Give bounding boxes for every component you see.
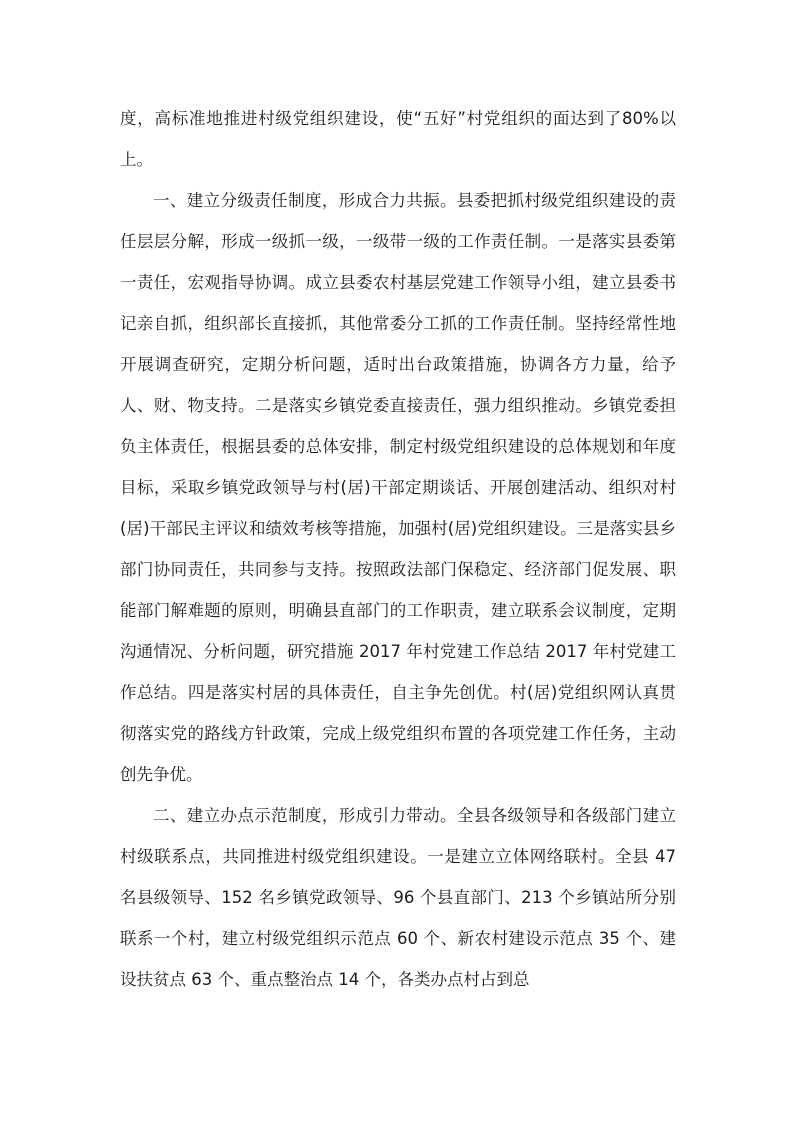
paragraph-section-one: 一、建立分级责任制度，形成合力共振。县委把抓村级党组织建设的责任层层分解，形成一级抓一级，一级带一级的工作责任制。一是落实县委第一责任，宏观指导协调。成立县委农村基层党建工作领导小组，建立县委书记亲自抓，组织部长直接抓，其他常委分工抓的工作责任制。坚持经常性地开展调查研究，定期分析问题，适时出台政策措施，协调各方力量，给予人、财、物支持。二是落实乡镇党委直接责任，强力组织推动。乡镇党委担负主体责任，根据县委的总体安排，制定村级党组织建设的总体规划和年度目标，采取乡镇党政领导与村(居)干部定期谈话、开展创建活动、组织对村(居)干部民主评议和绩效考核等措施，加强村(居)党组织建设。三是落实县乡部门协同责任，共同参与支持。按照政法部门保稳定、经济部门促发展、职能部门解难题的原则，明确县直部门的工作职责，建立联系会议制度，定期沟通情况、分析问题，研究措施 2017 年村党建工作总结 2017 年村党建工作总结。四是落实村居的具体责任，自主争先创优。村(居)党组织网认真贯彻落实党的路线方针政策，完成上级党组织布置的各项党建工作任务，主动创先争优。 xyxy=(120,191,676,784)
document-body xyxy=(120,98,676,1000)
paragraph-continuation: 度，高标准地推进村级党组织建设，使“五好”村党组织的面达到了80%以上。 xyxy=(120,109,676,169)
paragraph-section-two: 二、建立办点示范制度，形成引力带动。全县各级领导和各级部门建立村级联系点，共同推进村级党组织建设。一是建立立体网络联村。全县 47 名县级领导、152 名乡镇党政领导、96 个县直部门、213 个乡镇站所分别联系一个村，建立村级党组织示范点 60 个、新农村建设示范点 35 个、建设扶贫点 63 个、重点整治点 14 个，各类办点村占到总 xyxy=(120,806,676,989)
